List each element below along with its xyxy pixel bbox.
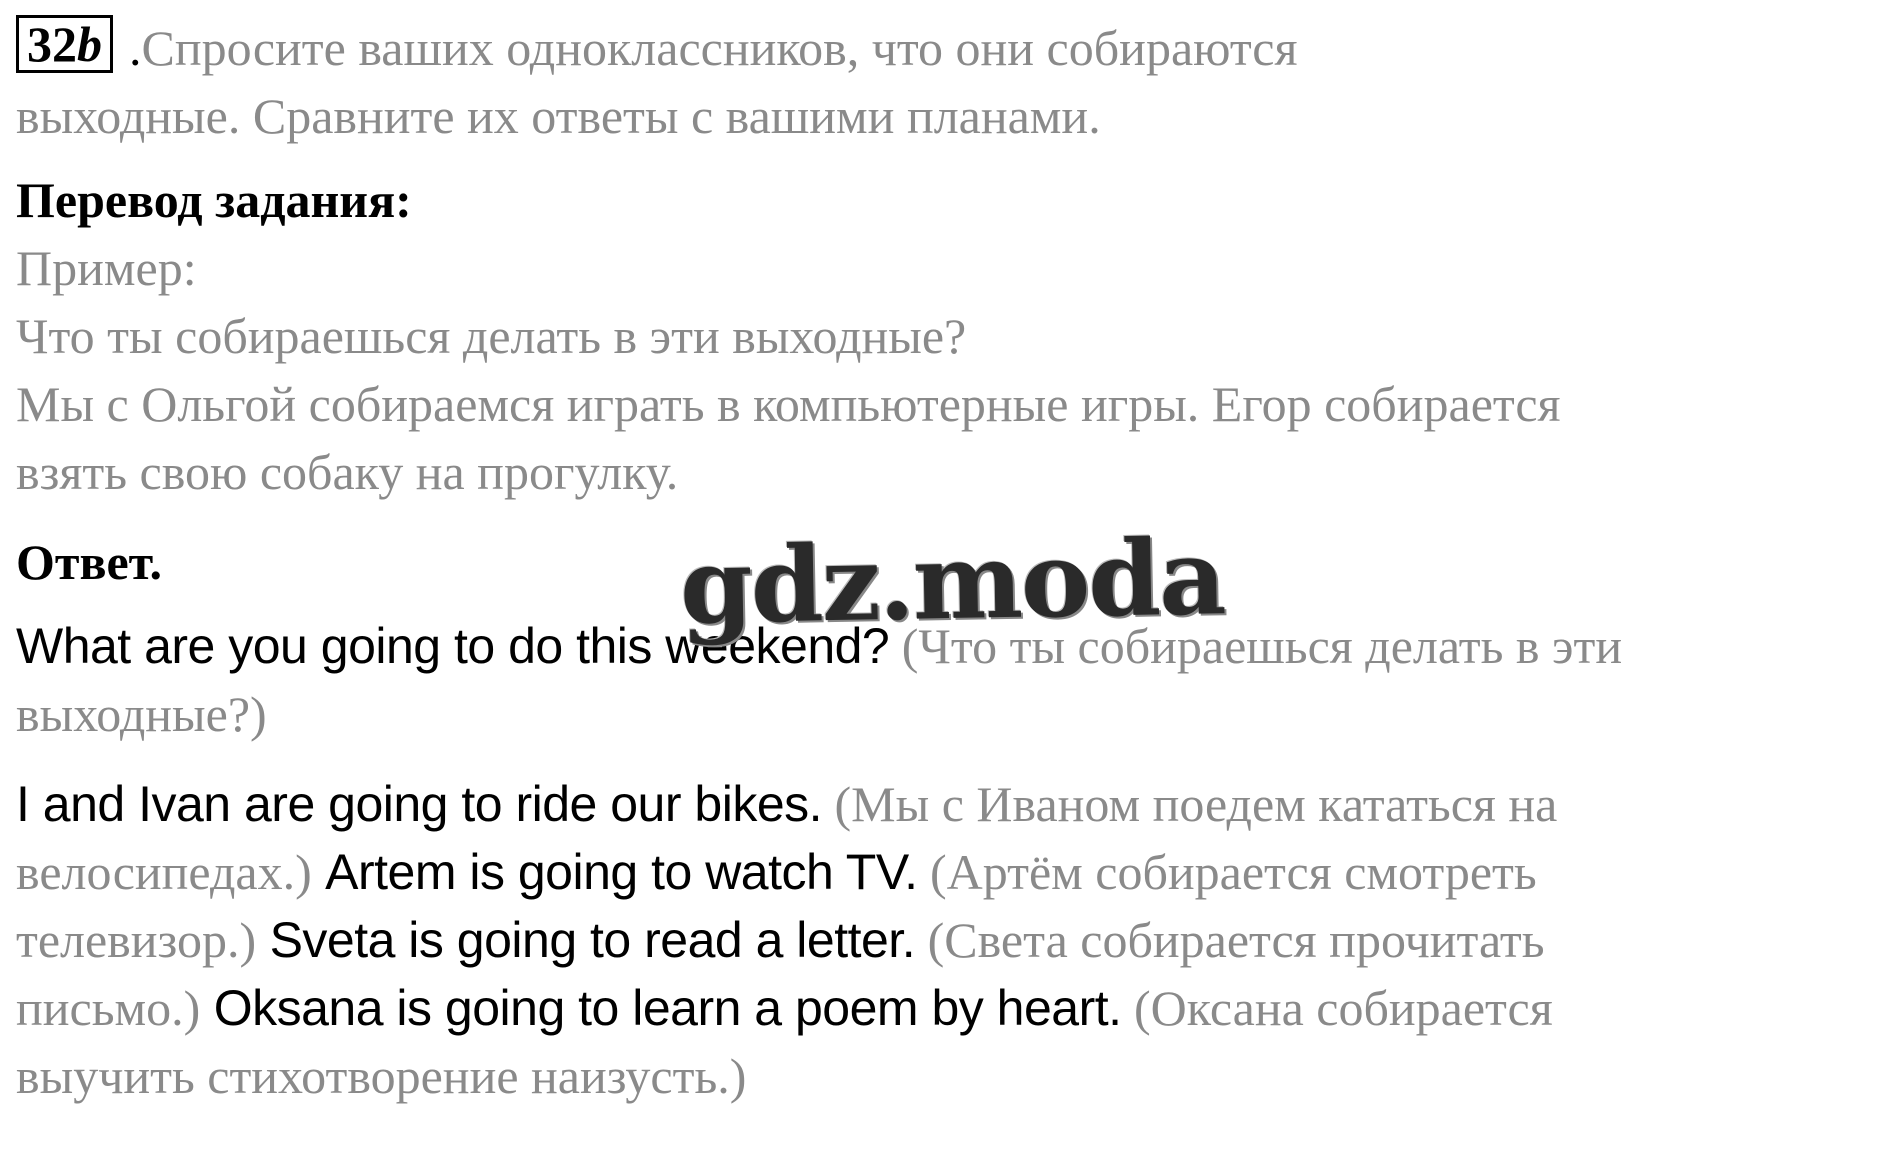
task-number-dot: . bbox=[129, 20, 142, 76]
answer-russian-translation: (Оксана собирается bbox=[1121, 980, 1553, 1036]
task-number: 32 bbox=[27, 16, 77, 72]
answer-english-sentence: I and Ivan are going to ride our bikes. bbox=[16, 776, 823, 832]
answer-p2-line-4 bbox=[16, 974, 1866, 1042]
answer-p2-line-3 bbox=[16, 906, 1866, 974]
answer-p1-line-2 bbox=[16, 680, 1866, 748]
answer-russian-translation: (Артём собирается смотреть bbox=[917, 844, 1537, 900]
answer-russian-translation: письмо.) bbox=[16, 980, 201, 1036]
translation-line: Что ты собираешься делать в эти выходные? bbox=[16, 308, 967, 364]
answer-russian-translation: (Мы с Иваном поедем кататься на bbox=[822, 776, 1558, 832]
answer-p2-line-2 bbox=[16, 838, 1866, 906]
task-number-box bbox=[16, 15, 113, 73]
answer-russian-translation: выходные?) bbox=[16, 686, 267, 742]
translation-heading: Перевод задания: bbox=[16, 172, 412, 228]
watermark-logo: gdz.moda bbox=[678, 515, 1226, 648]
answer-heading: Ответ. bbox=[16, 534, 162, 590]
task-line-2 bbox=[16, 82, 1866, 150]
answer-russian-translation: велосипедах.) bbox=[16, 844, 312, 900]
answer-russian-translation: выучить стихотворение наизусть.) bbox=[16, 1048, 747, 1104]
task-letter: b bbox=[77, 16, 102, 72]
answer-english-sentence: Oksana is going to learn a poem by heart. bbox=[200, 980, 1122, 1036]
answer-russian-translation: телевизор.) bbox=[16, 912, 257, 968]
task-line-1 bbox=[16, 14, 1866, 82]
answer-p2-line-5 bbox=[16, 1042, 1866, 1110]
answer-english-sentence: What are you going to do this weekend? bbox=[16, 618, 890, 674]
answer-english-sentence: Artem is going to watch TV. bbox=[311, 844, 918, 900]
translation-line: Пример: bbox=[16, 240, 197, 296]
answer-russian-translation: (Что ты собираешься делать в эти bbox=[889, 618, 1623, 674]
translation-line: взять свою собаку на прогулку. bbox=[16, 444, 679, 500]
answer-russian-translation: (Света собирается прочитать bbox=[915, 912, 1545, 968]
translation-line: Мы с Ольгой собираемся играть в компьютерные игры. Егор собирается bbox=[16, 376, 1561, 432]
answer-p2-line-1 bbox=[16, 770, 1866, 838]
task-text-2: выходные. Сравните их ответы с вашими планами. bbox=[16, 88, 1101, 144]
answer-english-sentence: Sveta is going to read a letter. bbox=[256, 912, 916, 968]
task-text-1: Спросите ваших одноклассников, что они собираются bbox=[141, 20, 1298, 76]
